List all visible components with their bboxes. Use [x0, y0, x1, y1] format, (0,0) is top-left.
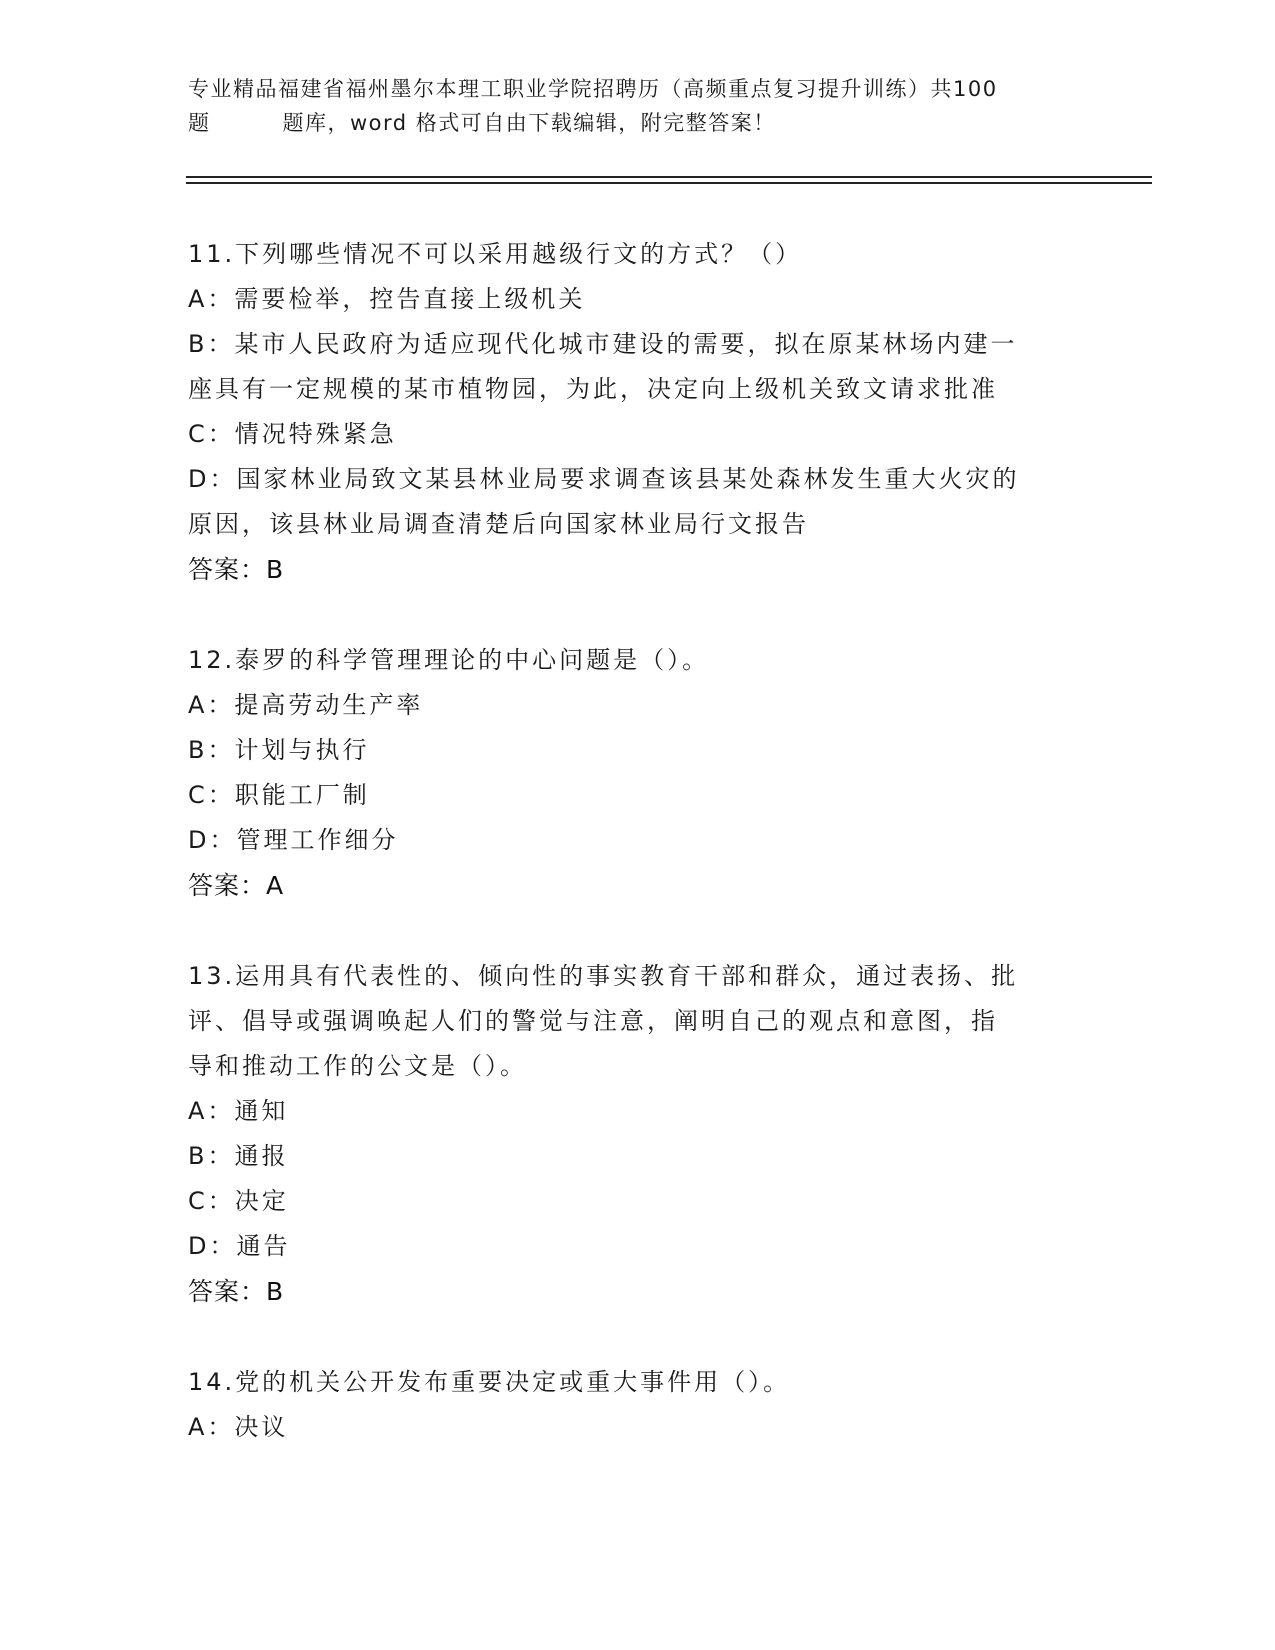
option-a: A：决议: [188, 1413, 289, 1441]
header-divider-bottom: [186, 182, 1152, 184]
option-a: A：通知: [188, 1097, 289, 1125]
header-line-1: 专业精品福建省福州墨尔本理工职业学院招聘历（高频重点复习提升训练）共100: [188, 77, 998, 101]
option-b: B：通报: [188, 1142, 289, 1170]
question-stem-continued: 评、倡导或强调唤起人们的警觉与注意，阐明自己的观点和意图，指: [188, 1007, 998, 1035]
question-11: [188, 232, 1088, 592]
option-c: C：情况特殊紧急: [188, 420, 397, 448]
option-c: C：职能工厂制: [188, 781, 370, 809]
document-header: [188, 72, 1088, 140]
option-d: D：管理工作细分: [188, 826, 399, 854]
option-d: D：通告: [188, 1232, 291, 1260]
option-d-continued: 原因，该县林业局调查清楚后向国家林业局行文报告: [188, 510, 809, 538]
question-stem: 12.泰罗的科学管理理论的中心问题是（）。: [188, 646, 710, 674]
answer-key: 答案：B: [188, 1277, 285, 1306]
question-stem: 13.运用具有代表性的、倾向性的事实教育干部和群众，通过表扬、批: [188, 962, 1019, 990]
option-a: A：提高劳动生产率: [188, 691, 424, 719]
header-divider-top: [186, 176, 1152, 178]
option-d: D：国家林业局致文某县林业局要求调查该县某处森林发生重大火灾的: [188, 465, 1020, 493]
option-b-continued: 座具有一定规模的某市植物园，为此，决定向上级机关致文请求批准: [188, 375, 998, 403]
question-12: [188, 638, 1088, 908]
question-list: [188, 232, 1088, 1496]
question-stem: 11.下列哪些情况不可以采用越级行文的方式？（）: [188, 240, 803, 268]
header-line-2-right: 题库，word 格式可自由下载编辑，附完整答案！: [282, 111, 776, 135]
question-14: [188, 1360, 1088, 1450]
header-line-2-left: 题: [188, 111, 211, 135]
option-c: C：决定: [188, 1187, 289, 1215]
option-a: A：需要检举，控告直接上级机关: [188, 285, 586, 313]
option-b: B：某市人民政府为适应现代化城市建设的需要，拟在原某林场内建一: [188, 330, 1018, 358]
header-gap: [211, 106, 283, 140]
question-stem-continued: 导和推动工作的公文是（）。: [188, 1052, 527, 1080]
option-b: B：计划与执行: [188, 736, 370, 764]
answer-key: 答案：B: [188, 555, 285, 584]
answer-key: 答案：A: [188, 871, 285, 900]
question-stem: 14.党的机关公开发布重要决定或重大事件用（）。: [188, 1368, 791, 1396]
header-line-2: [188, 106, 1088, 140]
question-13: [188, 954, 1088, 1314]
